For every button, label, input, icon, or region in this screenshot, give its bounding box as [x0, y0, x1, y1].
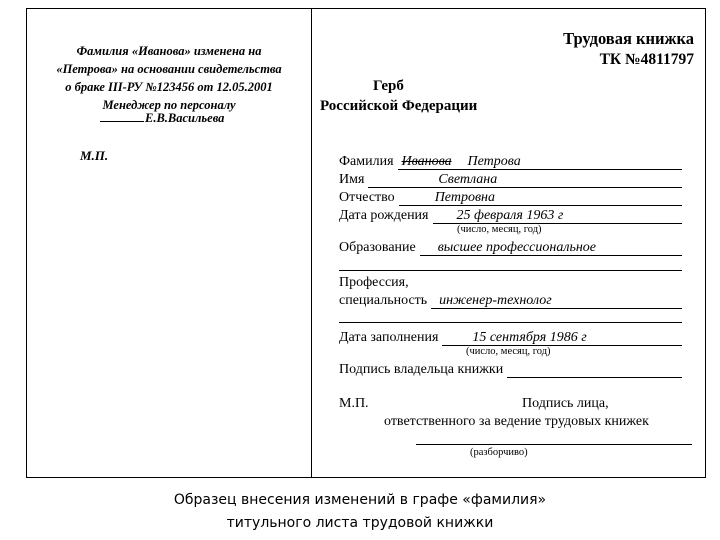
- note-line-4: Менеджер по персоналу: [102, 98, 236, 112]
- name-row: [339, 170, 682, 188]
- birth-date-hint: (число, месяц, год): [457, 224, 542, 235]
- coat-of-arms-label: Герб: [373, 78, 404, 94]
- caption-line-2: титульного листа трудовой книжки: [226, 515, 494, 531]
- specialty-row: [339, 291, 682, 309]
- responsible-signature-label-2: ответственного за ведение трудовых книжек: [384, 414, 649, 429]
- surname-field: [398, 154, 682, 170]
- patronymic-row: [339, 188, 682, 206]
- caption: [0, 489, 720, 535]
- book-title: Трудовая книжка: [563, 29, 694, 48]
- owner-signature-field: [507, 362, 682, 378]
- profession-label: Профессия,: [339, 275, 409, 290]
- fill-date-row: [339, 328, 682, 346]
- specialty-field: [431, 293, 682, 309]
- owner-signature-row: [339, 360, 682, 378]
- hr-signature-name: Е.В.Васильева: [145, 111, 225, 125]
- caption-line-1: Образец внесения изменений в графе «фамилия»: [173, 492, 547, 508]
- owner-signature-label: Подпись владельца книжки: [339, 362, 504, 377]
- stamp-place-left: М.П.: [80, 148, 109, 163]
- education-value: высшее профессиональное: [437, 240, 596, 255]
- fill-date-label: Дата заполнения: [339, 330, 439, 345]
- stamp-place-right: М.П.: [339, 396, 369, 411]
- name-label: Имя: [339, 172, 365, 187]
- page-divider: [311, 8, 312, 478]
- specialty-extra-line: [339, 322, 682, 323]
- surname-new-value: Петрова: [467, 154, 521, 169]
- surname-row: [339, 152, 682, 170]
- education-row: [339, 238, 682, 256]
- birth-date-value: 25 февраля 1963 г: [456, 208, 564, 223]
- birth-date-label: Дата рождения: [339, 208, 429, 223]
- country-label: Российской Федерации: [320, 98, 478, 114]
- birth-date-field: [433, 208, 683, 224]
- education-label: Образование: [339, 240, 416, 255]
- fill-date-field: [442, 330, 682, 346]
- birth-date-row: [339, 206, 682, 224]
- change-note: [32, 42, 306, 114]
- profession-label-row: [339, 273, 682, 291]
- patronymic-label: Отчество: [339, 190, 395, 205]
- signature-blank: [100, 121, 144, 122]
- legible-hint: (разборчиво): [470, 447, 528, 458]
- note-line-2: «Петрова» на основании свидетельства: [56, 62, 282, 76]
- hr-signature: [100, 111, 224, 126]
- education-field: [420, 240, 682, 256]
- name-value: Светлана: [438, 172, 498, 187]
- fill-date-value: 15 сентября 1986 г: [472, 330, 587, 345]
- note-line-1: Фамилия «Иванова» изменена на: [76, 44, 262, 58]
- fill-date-hint: (число, месяц, год): [466, 346, 551, 357]
- book-number: ТК №4811797: [599, 51, 694, 68]
- specialty-value: инженер-технолог: [439, 293, 552, 308]
- specialty-label: специальность: [339, 293, 428, 308]
- responsible-signature-line: [416, 444, 692, 445]
- surname-old-value: Иванова: [401, 154, 452, 169]
- patronymic-value: Петровна: [434, 190, 495, 205]
- name-field: [368, 172, 682, 188]
- education-extra-line: [339, 270, 682, 271]
- surname-label: Фамилия: [339, 154, 394, 169]
- patronymic-field: [399, 190, 682, 206]
- responsible-signature-label: Подпись лица,: [522, 396, 609, 411]
- note-line-3: о браке III-РУ №123456 от 12.05.2001: [65, 80, 273, 94]
